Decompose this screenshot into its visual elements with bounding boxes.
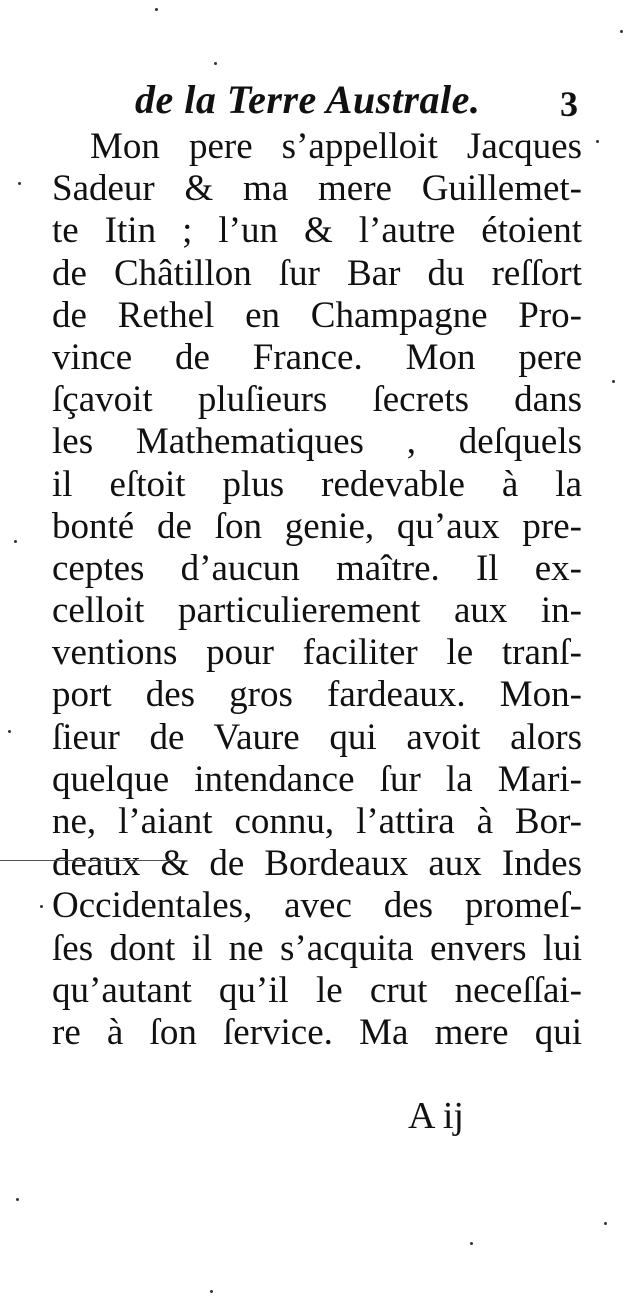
text-line: ceptes d’aucun maître. Il ex- xyxy=(52,547,582,589)
scan-speck xyxy=(214,62,217,65)
text-line: ſçavoit pluſieurs ſecrets dans xyxy=(52,379,582,421)
scan-speck xyxy=(612,380,615,383)
scan-speck xyxy=(8,730,11,733)
scan-speck xyxy=(596,140,599,143)
running-title: de la Terre Australe. xyxy=(135,77,481,122)
text-line: Occidentales, avec des promeſ- xyxy=(52,885,582,927)
text-line: les Mathematiques , deſquels xyxy=(52,421,582,463)
text-line: ventions pour faciliter le tranſ- xyxy=(52,632,582,674)
text-line: Sadeur & ma mere Guillemet- xyxy=(52,168,582,210)
text-line: il eſtoit plus redevable à la xyxy=(52,463,582,505)
text-line: Mon pere s’appelloit Jacques xyxy=(90,126,582,167)
scan-speck xyxy=(620,30,623,33)
body-text xyxy=(52,126,582,1054)
page-header xyxy=(0,72,634,128)
scan-speck xyxy=(604,1222,607,1225)
text-line: port des gros fardeaux. Mon- xyxy=(52,674,582,716)
text-line: quelque intendance ſur la Mari- xyxy=(52,758,582,800)
text-line: te Itin ; l’un & l’autre étoient xyxy=(52,210,582,252)
text-line: re à ſon ſervice. Ma mere qui xyxy=(52,1011,582,1053)
text-line: ne, l’aiant connu, l’attira à Bor- xyxy=(52,801,582,842)
text-line: vince de France. Mon pere xyxy=(52,336,582,378)
scan-speck xyxy=(16,1198,19,1201)
text-line: qu’autant qu’il le crut neceſſai- xyxy=(52,969,582,1011)
text-line: de Rethel en Champagne Pro- xyxy=(52,294,582,336)
text-line: bonté de ſon genie, qu’aux pre- xyxy=(52,505,582,547)
scan-speck xyxy=(14,540,17,543)
page-number: 3 xyxy=(560,84,578,124)
scan-speck xyxy=(18,182,21,185)
scan-speck xyxy=(40,905,43,908)
scan-speck xyxy=(470,1242,473,1245)
scan-speck xyxy=(155,8,158,11)
text-line: deaux & de Bordeaux aux Indes xyxy=(52,843,582,885)
text-line: de Châtillon ſur Bar du reſſort xyxy=(52,252,582,294)
signature-mark: A ij xyxy=(408,1095,464,1137)
scan-artifact-line xyxy=(0,860,180,861)
text-line: celloit particulierement aux in- xyxy=(52,590,582,632)
scan-speck xyxy=(210,1290,213,1293)
text-line: ſes dont il ne s’acquita envers lui xyxy=(52,927,582,969)
text-line: ſieur de Vaure qui avoit alors xyxy=(52,716,582,758)
